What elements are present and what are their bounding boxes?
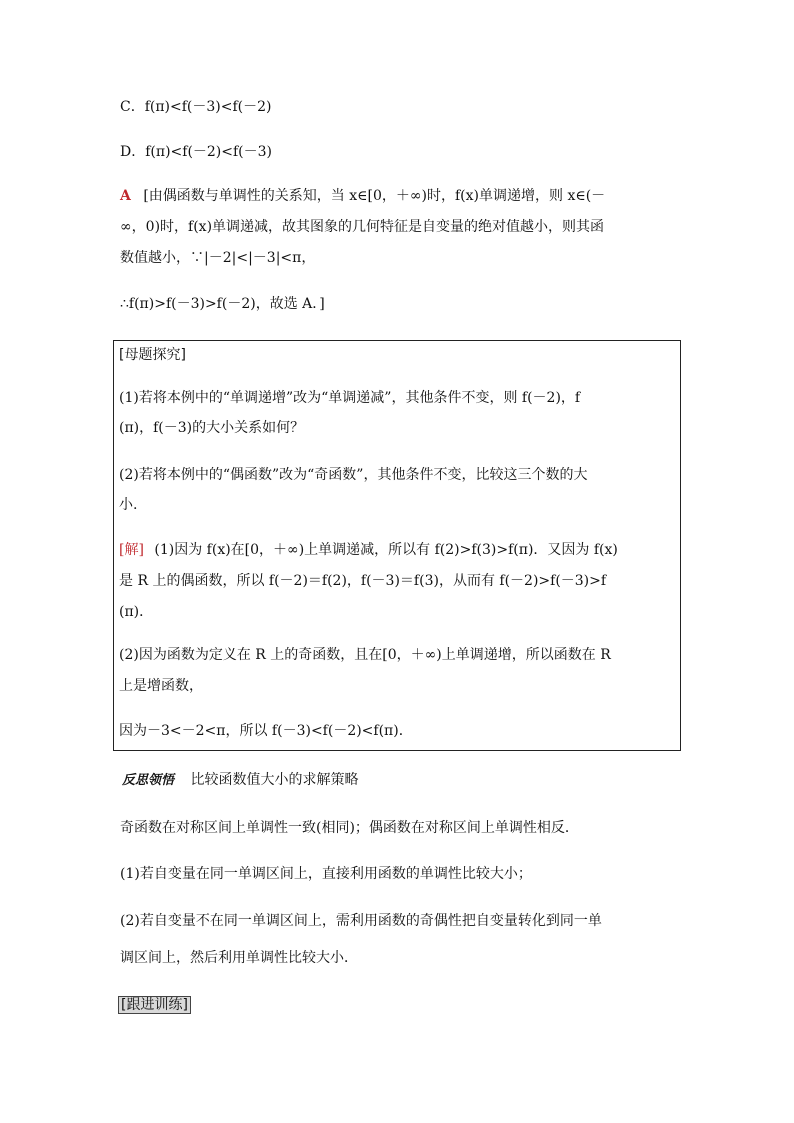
option-c: C．f(π)<f(－3)<f(－2) — [120, 99, 272, 115]
reflection-heading — [122, 770, 358, 791]
question-2-line-1: (2)若将本例中的“偶函数”改为“奇函数”，其他条件不变，比较这三个数的大 — [119, 467, 588, 483]
answer-letter: A — [120, 188, 131, 204]
solution-2-line-2: 上是增函数， — [119, 678, 203, 694]
answer-line-4: ∴f(π)>f(－3)>f(－2)，故选 A．] — [120, 296, 325, 312]
question-1-line-1: (1)若将本例中的“单调递增”改为“单调递减”，其他条件不变，则 f(－2)，f — [119, 390, 581, 406]
reflection-paragraph-3-line-1: (2)若自变量不在同一单调区间上，需利用函数的奇偶性把自变量转化到同一单 — [120, 913, 602, 929]
solution-1-line-3: (π)． — [119, 604, 154, 620]
follow-up-tag: [跟进训练] — [118, 996, 191, 1014]
mother-problem-tag: [母题探究] — [119, 347, 186, 363]
question-2-line-2: 小. — [119, 497, 138, 513]
solution-1-text-1: (1)因为 f(x)在[0，＋∞)上单调递减，所以有 f(2)>f(3)>f(π)．又因为 f(x) — [154, 542, 618, 558]
reflection-paragraph-1: 奇函数在对称区间上单调性一致(相同)；偶函数在对称区间上单调性相反． — [120, 820, 579, 836]
reflection-title: 比较函数值大小的求解策略 — [190, 772, 359, 788]
answer-line-1 — [120, 186, 605, 206]
answer-line-3: 数值越小，∵|－2|<|－3|<π， — [120, 250, 316, 266]
answer-line-2: ∞，0)时，f(x)单调递减，故其图象的几何特征是自变量的绝对值越小，则其函 — [120, 219, 605, 235]
solution-1-line-2: 是 R 上的偶函数，所以 f(－2)＝f(2)，f(－3)＝f(3)，从而有 f(－2)>f(－3)>f — [119, 573, 607, 589]
reflection-paragraph-2: (1)若自变量在同一单调区间上，直接利用函数的单调性比较大小； — [120, 866, 532, 882]
solution-2-line-1: (2)因为函数为定义在 R 上的奇函数，且在[0，＋∞)上单调递增，所以函数在 R — [119, 647, 611, 663]
solution-tag: [解] — [119, 542, 144, 558]
question-1-line-2: (π)，f(－3)的大小关系如何？ — [119, 420, 305, 436]
reflection-label: 反思领悟 — [122, 773, 175, 788]
option-d: D．f(π)<f(－2)<f(－3) — [120, 144, 273, 160]
reflection-paragraph-3-line-2: 调区间上，然后利用单调性比较大小． — [120, 950, 358, 966]
follow-up-section — [118, 995, 191, 1015]
solution-1-line-1 — [119, 540, 618, 560]
answer-text-1: [由偶函数与单调性的关系知，当 x∈[0，＋∞)时，f(x)单调递增，则 x∈(－ — [143, 188, 606, 204]
solution-2-line-3: 因为－3<－2<π，所以 f(－3)<f(－2)<f(π)． — [119, 723, 413, 739]
